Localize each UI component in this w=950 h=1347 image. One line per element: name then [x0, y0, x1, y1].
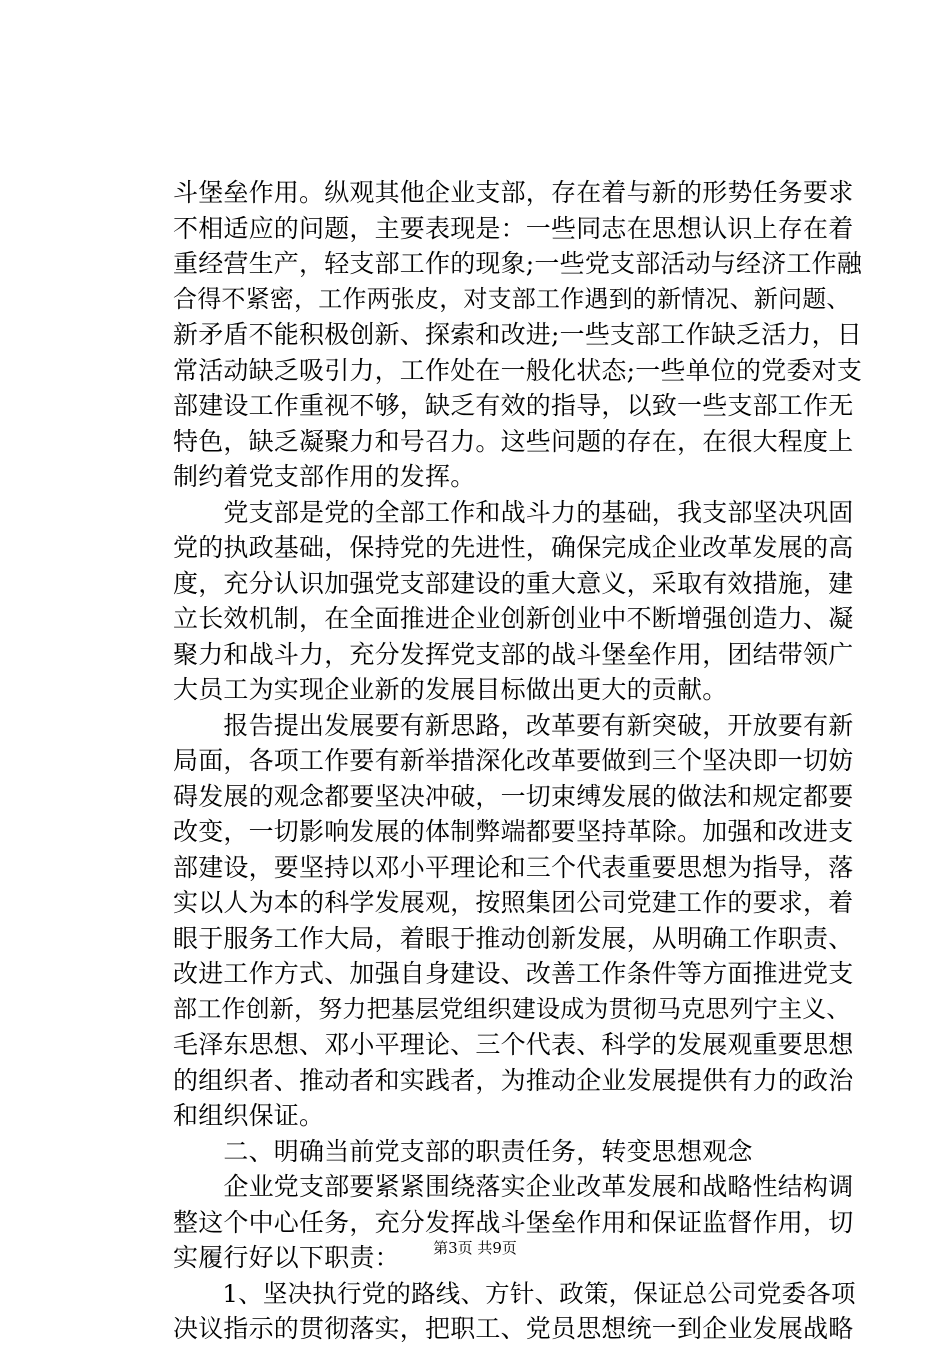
- text-line: 新矛盾不能积极创新、探索和改进;一些支部工作缺乏活力，日: [173, 320, 863, 349]
- text-line: 改进工作方式、加强自身建设、改善工作条件等方面推进党支: [173, 959, 854, 988]
- text-line: 企业党支部要紧紧围绕落实企业改革发展和战略性结构调: [173, 1172, 854, 1201]
- text-line: 整这个中心任务，充分发挥战斗堡垒作用和保证监督作用，切: [173, 1207, 854, 1237]
- text-line: 的组织者、推动者和实践者，为推动企业发展提供有力的政治: [173, 1065, 854, 1095]
- text-line: 特色，缺乏凝聚力和号召力。这些问题的存在，在很大程度上: [173, 426, 854, 456]
- text-line: 合得不紧密，工作两张皮，对支部工作遇到的新情况、新问题、: [173, 284, 851, 313]
- text-line: 部建设，要坚持以邓小平理论和三个代表重要思想为指导，落: [173, 852, 854, 882]
- text-line: 决议指示的贯彻落实，把职工、党员思想统一到企业发展战略: [173, 1314, 854, 1343]
- document-body: [173, 175, 863, 1347]
- text-line: 实履行好以下职责：: [173, 1243, 400, 1272]
- text-line: 1、坚决执行党的路线、方针、政策，保证总公司党委各项: [173, 1278, 856, 1308]
- text-line: 毛泽东思想、邓小平理论、三个代表、科学的发展观重要思想: [173, 1030, 854, 1059]
- text-line: 和组织保证。: [173, 1101, 325, 1130]
- text-line: 度，充分认识加强党支部建设的重大意义，采取有效措施，建: [173, 568, 854, 598]
- text-line: 党支部是党的全部工作和战斗力的基础，我支部坚决巩固: [173, 497, 854, 527]
- text-line: 部建设工作重视不够，缺乏有效的指导，以致一些支部工作无: [173, 391, 854, 420]
- text-line: 聚力和战斗力，充分发挥党支部的战斗堡垒作用，团结带领广: [173, 639, 854, 669]
- text-line: 局面，各项工作要有新举措深化改革要做到三个坚决即一切妨: [173, 746, 854, 775]
- text-line: 碍发展的观念都要坚决冲破，一切束缚发展的做法和规定都要: [173, 781, 854, 811]
- text-line: 制约着党支部作用的发挥。: [173, 462, 476, 491]
- text-line: 不相适应的问题，主要表现是：一些同志在思想认识上存在着: [173, 213, 854, 243]
- text-line: 改变，一切影响发展的体制弊端都要坚持革除。加强和改进支: [173, 817, 854, 846]
- text-line: 斗堡垒作用。纵观其他企业支部，存在着与新的形势任务要求: [173, 178, 854, 207]
- text-line: 重经营生产，轻支部工作的现象;一些党支部活动与经济工作融: [173, 249, 863, 278]
- text-line: 党的执政基础，保持党的先进性，确保完成企业改革发展的高: [173, 533, 854, 562]
- text-line: 立长效机制，在全面推进企业创新创业中不断增强创造力、凝: [173, 604, 854, 633]
- text-line: 报告提出发展要有新思路，改革要有新突破，开放要有新: [173, 710, 854, 740]
- text-line: 部工作创新，努力把基层党组织建设成为贯彻马克思列宁主义、: [173, 994, 851, 1023]
- text-line: 二、明确当前党支部的职责任务，转变思想观念: [173, 1136, 753, 1166]
- text-line: 眼于服务工作大局，着眼于推动创新发展，从明确工作职责、: [173, 923, 854, 953]
- text-line: 大员工为实现企业新的发展目标做出更大的贡献。: [173, 675, 728, 704]
- text-line: 实以人为本的科学发展观，按照集团公司党建工作的要求，着: [173, 888, 854, 917]
- page-footer: 第3页 共9页: [433, 1239, 517, 1257]
- text-line: 常活动缺乏吸引力，工作处在一般化状态;一些单位的党委对支: [173, 355, 863, 385]
